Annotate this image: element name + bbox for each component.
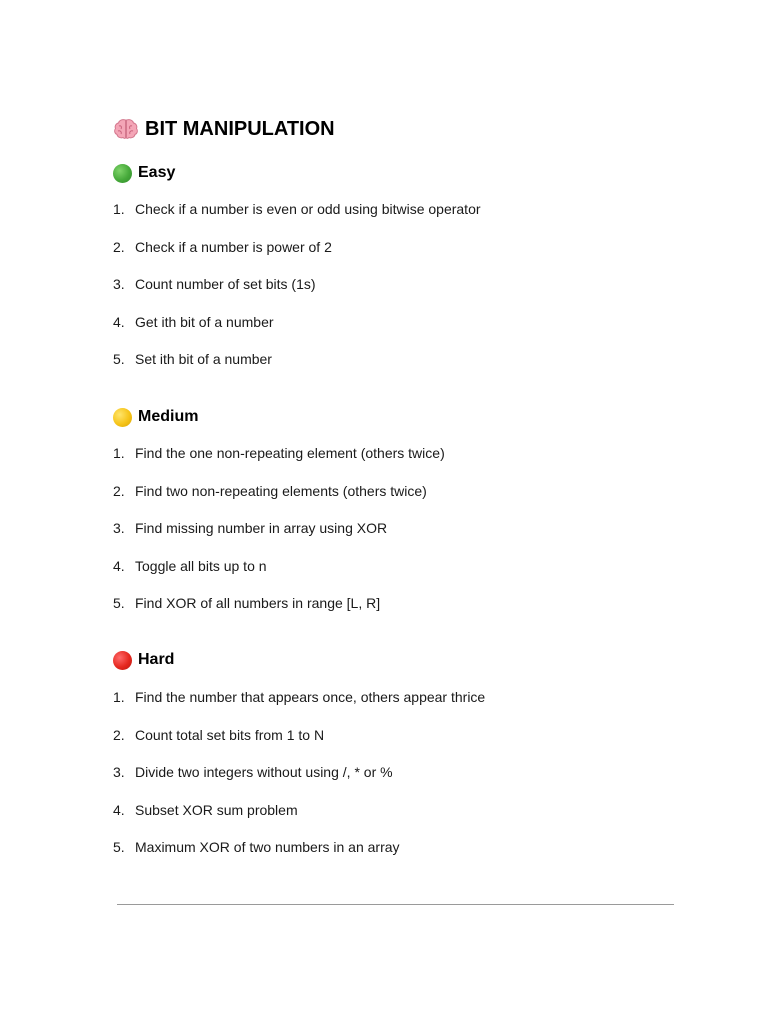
- item-text: Find two non-repeating elements (others twice): [135, 482, 427, 499]
- easy-heading-label: Easy: [138, 164, 176, 181]
- hard-heading-label: Hard: [138, 651, 175, 668]
- item-text: Count total set bits from 1 to N: [135, 726, 325, 743]
- item-text: Set ith bit of a number: [135, 351, 272, 367]
- page-title: [113, 115, 335, 143]
- medium-heading: [113, 406, 198, 428]
- yellow-circle-icon: [113, 408, 132, 427]
- medium-heading-label: Medium: [138, 408, 199, 425]
- item-number: 5.: [113, 351, 125, 367]
- item-number: 1.: [113, 689, 125, 705]
- item-number: 2.: [113, 726, 125, 743]
- list-item: [113, 558, 445, 596]
- item-number: 4.: [113, 801, 125, 818]
- medium-list: [113, 445, 445, 633]
- item-number: 5.: [113, 839, 125, 855]
- item-text: Get ith bit of a number: [135, 313, 274, 330]
- title-text: BIT MANIPULATION: [145, 117, 335, 140]
- list-item: [113, 314, 481, 352]
- list-item: [113, 239, 481, 277]
- item-number: 1.: [113, 445, 125, 461]
- item-number: 2.: [113, 238, 125, 255]
- item-number: 3.: [113, 764, 125, 780]
- item-text: Maximum XOR of two numbers in an array: [135, 839, 400, 855]
- brain-icon: [113, 118, 139, 140]
- item-number: 4.: [113, 557, 125, 574]
- red-circle-icon: [113, 651, 132, 670]
- list-item: [113, 764, 485, 802]
- list-item: [113, 483, 445, 521]
- item-text: Find XOR of all numbers in range [L, R]: [135, 595, 381, 611]
- item-number: 5.: [113, 595, 125, 611]
- item-text: Check if a number is power of 2: [135, 238, 332, 255]
- item-number: 1.: [113, 201, 125, 217]
- easy-list: [113, 201, 481, 389]
- item-text: Find the one non-repeating element (others twice): [135, 445, 445, 461]
- hard-heading: [113, 649, 174, 671]
- list-item: [113, 201, 481, 239]
- list-item: [113, 727, 485, 765]
- item-number: 4.: [113, 313, 125, 330]
- list-item: [113, 520, 445, 558]
- item-text: Count number of set bits (1s): [135, 276, 316, 292]
- list-item: [113, 689, 485, 727]
- item-text: Check if a number is even or odd using bitwise operator: [135, 201, 481, 217]
- easy-heading: [113, 162, 175, 184]
- item-number: 2.: [113, 482, 125, 499]
- list-item: [113, 802, 485, 840]
- list-item: [113, 595, 445, 633]
- list-item: [113, 276, 481, 314]
- hard-list: [113, 689, 485, 877]
- item-text: Toggle all bits up to n: [135, 557, 267, 574]
- item-text: Divide two integers without using /, * or %: [135, 764, 393, 780]
- list-item: [113, 445, 445, 483]
- horizontal-divider: [117, 904, 674, 905]
- list-item: [113, 351, 481, 389]
- list-item: [113, 839, 485, 877]
- item-number: 3.: [113, 520, 125, 536]
- item-number: 3.: [113, 276, 125, 292]
- item-text: Subset XOR sum problem: [135, 801, 298, 818]
- item-text: Find missing number in array using XOR: [135, 520, 388, 536]
- item-text: Find the number that appears once, others appear thrice: [135, 689, 486, 705]
- green-circle-icon: [113, 164, 132, 183]
